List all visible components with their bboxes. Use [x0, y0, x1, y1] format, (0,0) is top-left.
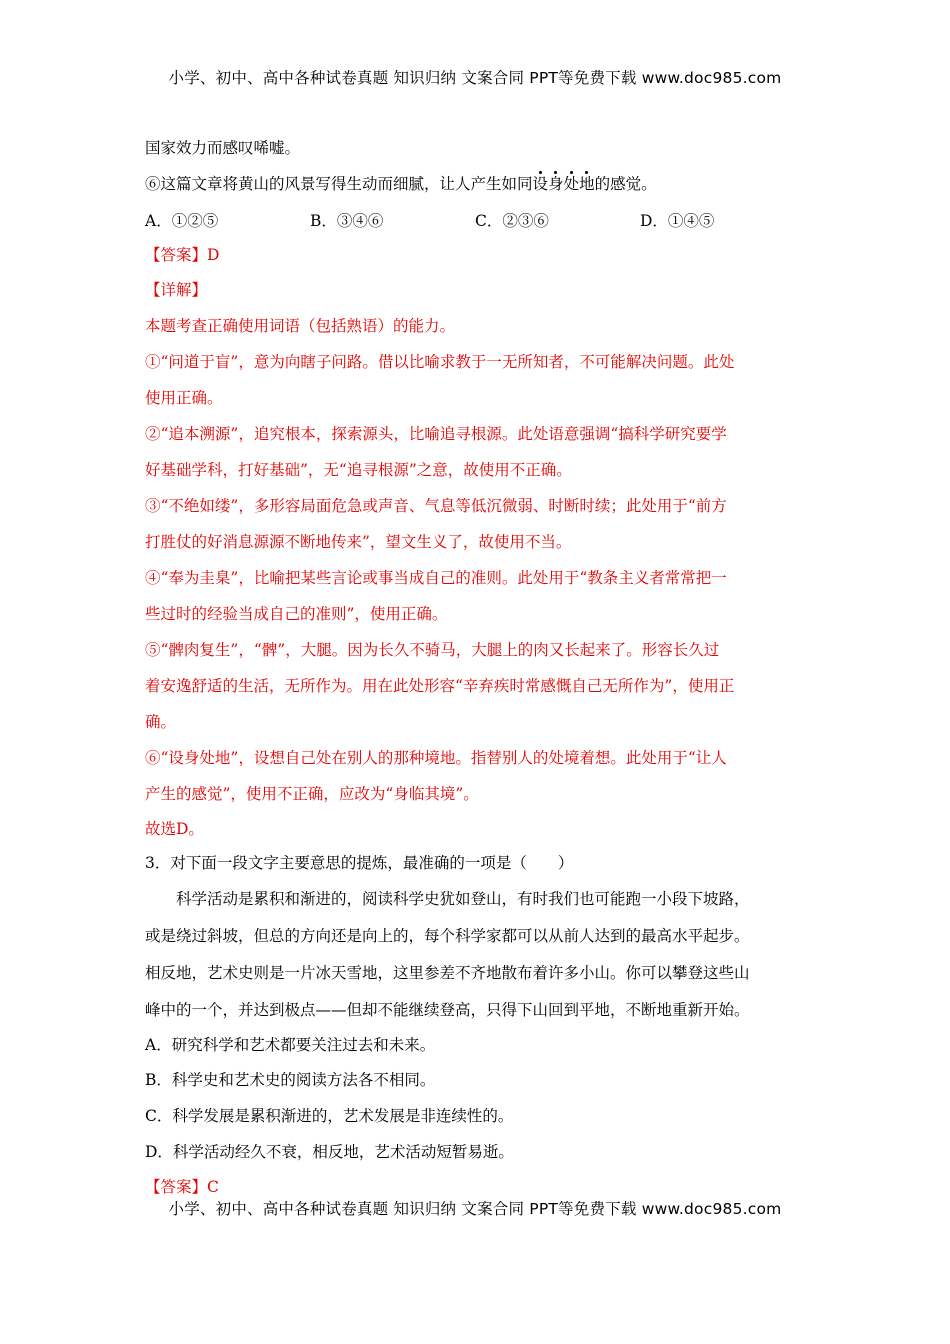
emphasis-char: 设: [532, 175, 549, 193]
q2-explanation-line: 打胜仗的好消息源源不断地传来”，望文生义了，故使用不当。: [145, 533, 572, 551]
q2-explanation-line: ①“问道于盲”，意为向瞎子问路。借以比喻求教于一无所知者，不可能解决问题。此处: [145, 353, 735, 371]
q2-explanation-line: ⑤“髀肉复生”，“髀”，大腿。因为长久不骑马，大腿上的肉又长起来了。形容长久过: [145, 641, 720, 659]
q3-question: 3．对下面一段文字主要意思的提炼，最准确的一项是（ ）: [145, 854, 574, 872]
q2-item-6: [145, 165, 805, 203]
page-content: [145, 131, 805, 1204]
q2-explanation-line: ⑥“设身处地”，设想自己处在别人的那种境地。指替别人的处境着想。此处用于“让人: [145, 749, 727, 767]
q2-item-6-post: 的感觉。: [594, 175, 657, 193]
q3-answer: 【答案】C: [145, 1178, 219, 1196]
q2-explanation-line: ②“追本溯源”，追究根本，探索源头，比喻追寻根源。此处语意强调“搞科学研究要学: [145, 425, 727, 443]
q2-explanation-line: 故选D。: [145, 820, 204, 838]
q3-option-c: C．科学发展是累积渐进的，艺术发展是非连续性的。: [145, 1107, 514, 1125]
q2-detail-label: 【详解】: [145, 281, 208, 299]
q2-choice-a: A．①②⑤: [145, 212, 219, 230]
emphasis-char: 地: [579, 175, 595, 193]
q2-explanation-line: 产生的感觉”，使用不正确，应改为“身临其境”。: [145, 785, 479, 803]
emphasis-char: 处: [563, 175, 580, 193]
q2-choice-d: D．①④⑤: [640, 212, 715, 230]
q2-explanation-line: 些过时的经验当成自己的准则”，使用正确。: [145, 605, 448, 623]
q3-passage-line: 相反地，艺术史则是一片冰天雪地，这里参差不齐地散布着许多小山。你可以攀登这些山: [145, 964, 750, 982]
q2-explanation-line: 好基础学科，打好基础”，无“追寻根源”之意，故使用不正确。: [145, 461, 572, 479]
q2-choices: [145, 203, 805, 239]
q3-passage-line: 峰中的一个，并达到极点——但却不能继续登高，只得下山回到平地，不断地重新开始。: [145, 1001, 750, 1019]
q2-answer: 【答案】D: [145, 246, 220, 264]
emphasis-char: 身: [548, 175, 564, 193]
q3-passage-line: 科学活动是累积和渐进的，阅读科学史犹如登山，有时我们也可能跑一小段下坡路，: [176, 890, 750, 908]
q3-option-b: B．科学史和艺术史的阅读方法各不相同。: [145, 1071, 436, 1089]
q2-choice-c: C．②③⑥: [475, 212, 549, 230]
q2-explanation-line: ③“不绝如缕”，多形容局面危急或声音、气息等低沉微弱、时断时续；此处用于“前方: [145, 497, 727, 515]
q3-passage-line: 或是绕过斜坡，但总的方向还是向上的，每个科学家都可以从前人达到的最高水平起步。: [145, 927, 750, 945]
q2-item-6-pre: ⑥这篇文章将黄山的风景写得生动而细腻，让人产生如同: [145, 175, 533, 193]
q2-explanation-line: 着安逸舒适的生活，无所作为。用在此处形容“辛弃疾时常感慨自己无所作为”，使用正: [145, 677, 735, 695]
q2-explanation-line: 使用正确。: [145, 389, 223, 407]
q2-continued-line: 国家效力而感叹唏嘘。: [145, 139, 301, 157]
q2-choice-b: B．③④⑥: [310, 212, 384, 230]
q2-explanation-line: 本题考查正确使用词语（包括熟语）的能力。: [145, 317, 456, 335]
header-banner: 小学、初中、高中各种试卷真题 知识归纳 文案合同 PPT等免费下载 www.doc985.com: [168, 69, 782, 87]
q3-option-a: A．研究科学和艺术都要关注过去和未来。: [145, 1036, 436, 1054]
q3-option-d: D．科学活动经久不衰，相反地，艺术活动短暂易逝。: [145, 1143, 514, 1161]
q2-explanation-line: 确。: [145, 713, 177, 731]
q2-explanation-line: ④“奉为圭臬”，比喻把某些言论或事当成自己的准则。此处用于“教条主义者常常把一: [145, 569, 727, 587]
footer-banner: 小学、初中、高中各种试卷真题 知识归纳 文案合同 PPT等免费下载 www.doc985.com: [168, 1200, 782, 1218]
